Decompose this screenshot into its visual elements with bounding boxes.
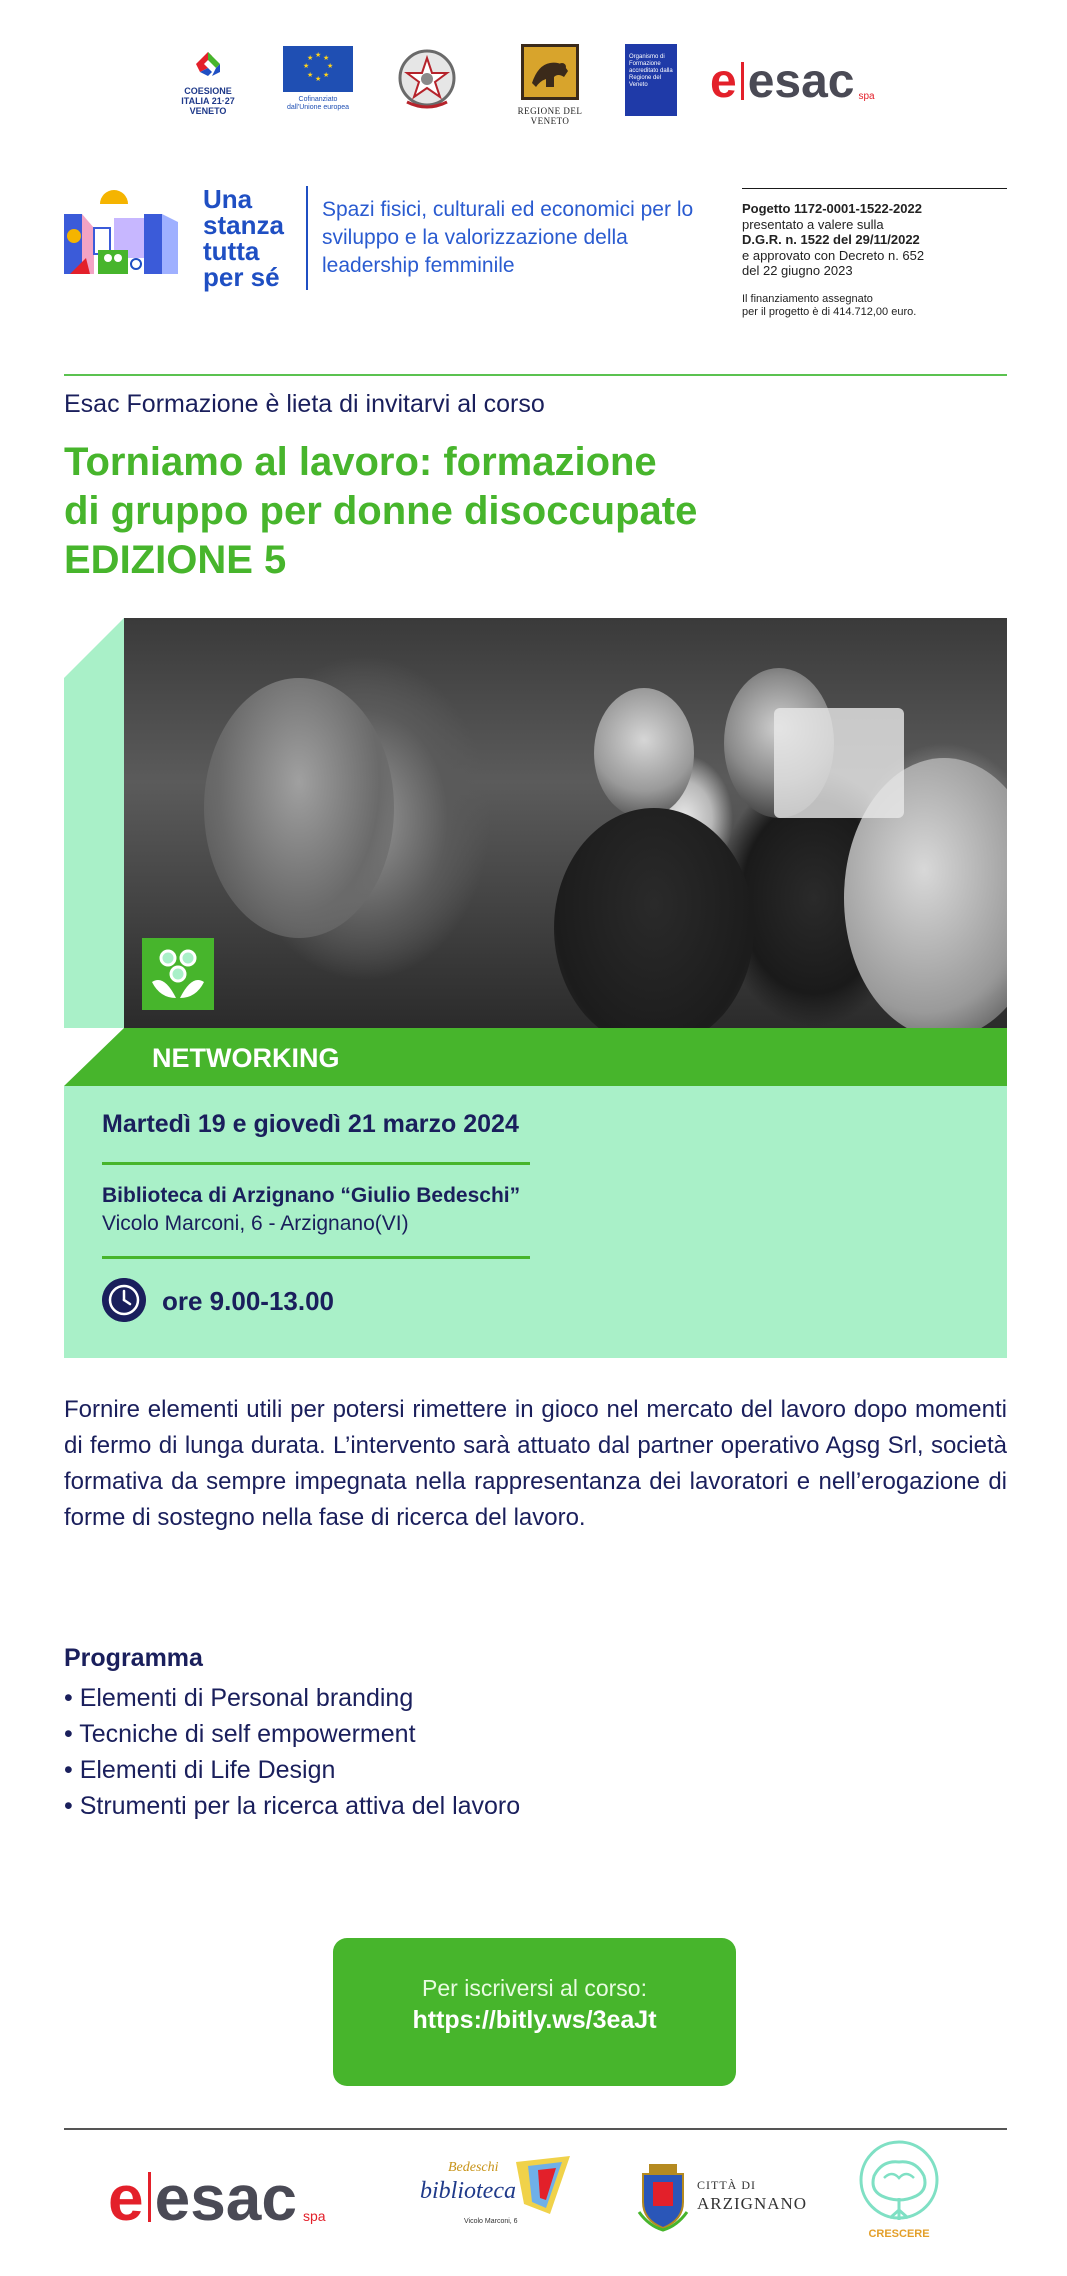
signup-link[interactable]: https://bitly.ws/3eaJt	[412, 2006, 657, 2034]
arzignano-crest-icon	[635, 2162, 691, 2232]
esac-word: esac	[154, 2162, 297, 2234]
biblioteca-word: biblioteca	[420, 2178, 516, 2204]
category-label: NETWORKING	[152, 1043, 340, 1073]
esac-divider	[148, 2172, 151, 2222]
funding-amount-label: Il finanziamento assegnato	[742, 292, 873, 305]
eu-logo	[283, 46, 353, 118]
event-place: Biblioteca di Arzignano “Giulio Bedeschi”	[102, 1184, 521, 1207]
esac-logo-footer	[108, 2158, 368, 2234]
eu-text: Cofinanziato dall'Unione europea	[286, 96, 350, 111]
programma-item: • Tecniche di self empowerment	[64, 1720, 416, 1748]
repubblica-italiana-emblem	[395, 46, 459, 116]
eu-flag-icon: ★ ★ ★ ★ ★ ★ ★ ★	[283, 46, 353, 92]
crescere-logo	[854, 2140, 944, 2244]
programma-list	[64, 1680, 520, 1824]
esac-spa: spa	[858, 91, 875, 102]
funding-amount: per il progetto è di 414.712,00 euro.	[742, 305, 917, 318]
biblioteca-name: Bedeschi	[448, 2160, 499, 2175]
info-divider	[102, 1162, 530, 1165]
signup-label: Per iscriversi al corso:	[422, 1975, 647, 2001]
info-divider	[102, 1256, 530, 1259]
programma-title: Programma	[64, 1644, 203, 1672]
esac-divider	[741, 62, 744, 100]
course-title	[64, 438, 964, 585]
hero-photo-women-group	[124, 618, 1007, 1028]
arzignano-name: ARZIGNANO	[697, 2194, 808, 2213]
funding-dgr: D.G.R. n. 1522 del 29/11/2022	[742, 232, 920, 247]
veneto-text: REGIONE DEL VENETO	[517, 106, 583, 126]
programma-item: • Strumenti per la ricerca attiva del lavoro	[64, 1792, 521, 1820]
programma-item: • Elementi di Life Design	[64, 1756, 336, 1784]
project-title: Una stanza tutta per sé	[203, 184, 284, 292]
organismo-formazione-logo	[625, 44, 677, 116]
citta-arzignano-logo	[635, 2162, 808, 2232]
signup-button[interactable]	[333, 1938, 736, 2086]
footer-divider	[64, 2128, 1007, 2130]
event-time: ore 9.00-13.00	[162, 1286, 335, 1316]
invite-text: Esac Formazione è lieta di invitarvi al corso	[64, 390, 545, 418]
coesione-mark-icon	[192, 48, 224, 80]
event-date: Martedì 19 e giovedì 21 marzo 2024	[102, 1110, 519, 1138]
project-subtitle: Spazi fisici, culturali ed economici per lo sviluppo e la valorizzazione della leadership femminile	[322, 198, 694, 277]
course-title-line: di gruppo per donne disoccupate	[64, 489, 698, 533]
partner-logos-bar	[0, 40, 1067, 130]
coesione-text: COESIONE ITALIA 21·27 VENETO	[181, 86, 235, 116]
crescere-text: CRESCERE	[868, 2228, 930, 2240]
esac-e: e	[710, 55, 737, 108]
esac-logo-top	[710, 54, 910, 108]
stanza-project-logo-icon	[64, 188, 184, 288]
section-divider	[64, 374, 1007, 376]
italian-emblem-icon	[395, 46, 459, 116]
funding-info	[742, 188, 1007, 319]
coesione-italia-logo	[178, 48, 238, 118]
course-title-line: Torniamo al lavoro: formazione	[64, 440, 657, 484]
orgform-text: Organismo di Formazione accreditato dalla Regione del Veneto	[629, 54, 673, 88]
biblioteca-address: Vicolo Marconi, 6	[464, 2218, 518, 2225]
clock-icon	[102, 1278, 146, 1322]
funding-project-code: Pogetto 1172-0001-1522-2022	[742, 201, 922, 216]
programma-item: • Elementi di Personal branding	[64, 1684, 414, 1712]
esac-word: esac	[747, 55, 855, 108]
veneto-lion-icon	[521, 44, 579, 100]
funding-line: presentato a valere sulla	[742, 216, 884, 232]
arzignano-top: CITTÀ DI	[697, 2178, 756, 2192]
esac-e: e	[108, 2162, 144, 2234]
networking-leaf-icon	[142, 938, 214, 1010]
header-divider	[306, 186, 308, 290]
esac-spa: spa	[302, 2208, 326, 2224]
regione-veneto-logo	[510, 44, 590, 124]
funding-line: del 22 giugno 2023	[742, 263, 853, 278]
course-description: Fornire elementi utili per potersi rimettere in gioco nel mercato del lavoro dopo momenti di fermo di lunga durata. L’intervento sarà attuato dal partner operativo Agsg Srl, società formativa da sempre impegnata nella rappresentanza dei lavoratori e nell’erogazione di forme di sostegno nella fase di ricerca del lavoro.	[64, 1396, 1007, 1531]
event-address: Vicolo Marconi, 6 - Arzignano(VI)	[102, 1212, 409, 1235]
course-edition: EDIZIONE 5	[64, 538, 287, 582]
funding-line: e approvato con Decreto n. 652	[742, 247, 925, 263]
biblioteca-bedeschi-logo	[420, 2156, 570, 2236]
